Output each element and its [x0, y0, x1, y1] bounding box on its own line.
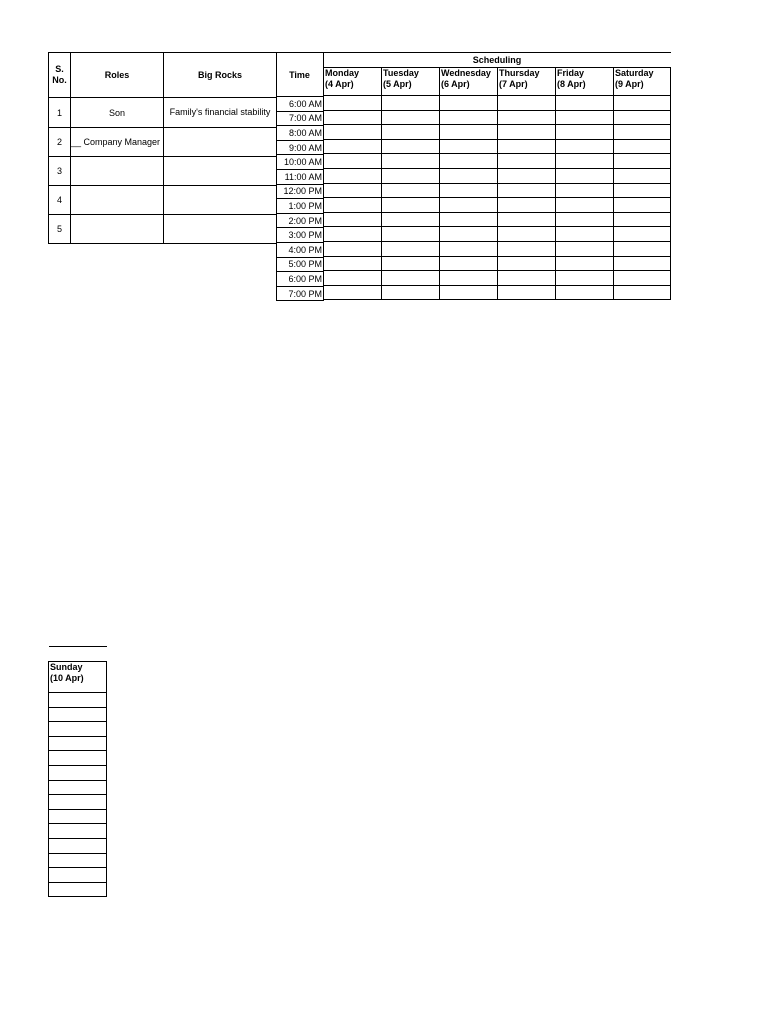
schedule-row [49, 765, 107, 780]
schedule-cell[interactable] [49, 853, 107, 868]
schedule-row [324, 154, 671, 169]
schedule-row [49, 809, 107, 824]
day-header-saturday [614, 68, 671, 96]
schedule-row [324, 227, 671, 242]
schedule-cell[interactable] [382, 212, 440, 227]
schedule-cell[interactable] [382, 227, 440, 242]
schedule-cell[interactable] [49, 809, 107, 824]
day-header-sunday [49, 662, 107, 693]
blank-cell [49, 647, 107, 662]
table-row [49, 186, 277, 215]
day-header-monday [324, 68, 382, 96]
big-rock-cell [164, 128, 277, 157]
schedule-cell[interactable] [498, 285, 556, 300]
schedule-cell[interactable] [382, 168, 440, 183]
day-date: (9 Apr) [615, 79, 644, 89]
schedule-cell[interactable] [498, 227, 556, 242]
time-slot: 7:00 PM [277, 286, 324, 301]
schedule-cell[interactable] [614, 125, 671, 140]
schedule-row [49, 824, 107, 839]
schedule-cell[interactable] [498, 139, 556, 154]
schedule-row [324, 256, 671, 271]
schedule-cell[interactable] [382, 241, 440, 256]
schedule-row [49, 736, 107, 751]
day-name: Wednesday [441, 68, 491, 78]
sno-header: S. No. [49, 53, 71, 98]
schedule-cell[interactable] [556, 227, 614, 242]
time-table [276, 52, 324, 301]
time-slot: 3:00 PM [277, 228, 324, 243]
schedule-cell[interactable] [614, 154, 671, 169]
schedule-cell[interactable] [324, 212, 382, 227]
schedule-cell[interactable] [382, 198, 440, 213]
roles-table [48, 52, 277, 244]
schedule-cell[interactable] [49, 751, 107, 766]
schedule-cell[interactable] [440, 271, 498, 286]
time-slot: 11:00 AM [277, 169, 324, 184]
schedule-row [324, 285, 671, 300]
schedule-row [49, 707, 107, 722]
schedule-cell[interactable] [382, 183, 440, 198]
time-header: Time [277, 53, 324, 97]
big-rocks-header: Big Rocks [164, 53, 277, 98]
schedule-cell[interactable] [382, 125, 440, 140]
schedule-cell[interactable] [324, 256, 382, 271]
day-name: Sunday [50, 662, 83, 672]
day-name: Monday [325, 68, 360, 78]
schedule-row [324, 212, 671, 227]
schedule-cell[interactable] [614, 96, 671, 111]
day-date: (5 Apr) [383, 79, 412, 89]
day-header-wednesday [440, 68, 498, 96]
schedule-cell[interactable] [440, 139, 498, 154]
schedule-cell[interactable] [556, 183, 614, 198]
schedule-cell[interactable] [324, 139, 382, 154]
schedule-cell[interactable] [382, 110, 440, 125]
schedule-cell[interactable] [324, 183, 382, 198]
schedule-cell[interactable] [498, 110, 556, 125]
schedule-cell[interactable] [440, 96, 498, 111]
schedule-row [324, 110, 671, 125]
schedule-row [49, 795, 107, 810]
day-name: Friday [557, 68, 585, 78]
time-slot: 12:00 PM [277, 184, 324, 199]
time-slot: 7:00 AM [277, 111, 324, 126]
day-name: Tuesday [383, 68, 419, 78]
time-slot: 8:00 AM [277, 126, 324, 141]
sno-cell: 4 [49, 186, 71, 215]
schedule-cell[interactable] [324, 285, 382, 300]
schedule-cell[interactable] [556, 256, 614, 271]
schedule-row [49, 722, 107, 737]
day-header-thursday [498, 68, 556, 96]
schedule-row [324, 198, 671, 213]
schedule-cell[interactable] [498, 212, 556, 227]
time-slot: 6:00 PM [277, 272, 324, 287]
schedule-cell[interactable] [324, 125, 382, 140]
table-row [49, 128, 277, 157]
schedule-cell[interactable] [614, 241, 671, 256]
schedule-cell[interactable] [498, 168, 556, 183]
schedule-cell[interactable] [498, 96, 556, 111]
schedule-cell[interactable] [382, 285, 440, 300]
schedule-row [324, 168, 671, 183]
schedule-row [49, 693, 107, 708]
schedule-cell[interactable] [49, 693, 107, 708]
schedule-cell[interactable] [324, 96, 382, 111]
schedule-cell[interactable] [324, 271, 382, 286]
role-cell: Son [71, 98, 164, 128]
schedule-cell[interactable] [498, 256, 556, 271]
schedule-cell[interactable] [49, 780, 107, 795]
schedule-cell[interactable] [382, 154, 440, 169]
schedule-cell[interactable] [556, 271, 614, 286]
schedule-cell[interactable] [498, 125, 556, 140]
schedule-cell[interactable] [382, 271, 440, 286]
schedule-cell[interactable] [614, 256, 671, 271]
day-name: Thursday [499, 68, 540, 78]
schedule-cell[interactable] [440, 110, 498, 125]
schedule-cell[interactable] [556, 212, 614, 227]
schedule-cell[interactable] [556, 96, 614, 111]
schedule-cell[interactable] [556, 154, 614, 169]
schedule-cell[interactable] [614, 183, 671, 198]
big-rock-cell: Family's financial stability [164, 98, 277, 128]
schedule-cell[interactable] [556, 285, 614, 300]
schedule-cell[interactable] [556, 125, 614, 140]
time-slot: 10:00 AM [277, 155, 324, 170]
time-slot: 4:00 PM [277, 242, 324, 257]
schedule-cell[interactable] [49, 824, 107, 839]
schedule-row [324, 271, 671, 286]
table-row [49, 98, 277, 128]
day-header-friday [556, 68, 614, 96]
schedule-cell[interactable] [382, 96, 440, 111]
schedule-cell[interactable] [49, 882, 107, 897]
schedule-cell[interactable] [440, 154, 498, 169]
schedule-cell[interactable] [49, 722, 107, 737]
schedule-cell[interactable] [49, 868, 107, 883]
day-name: Saturday [615, 68, 654, 78]
schedule-cell[interactable] [614, 198, 671, 213]
table-row [49, 215, 277, 244]
big-rock-cell [164, 186, 277, 215]
schedule-cell[interactable] [324, 110, 382, 125]
schedule-cell[interactable] [440, 212, 498, 227]
schedule-row [49, 882, 107, 897]
schedule-cell[interactable] [382, 256, 440, 271]
schedule-cell[interactable] [49, 795, 107, 810]
schedule-cell[interactable] [556, 198, 614, 213]
role-cell [71, 186, 164, 215]
schedule-cell[interactable] [556, 168, 614, 183]
schedule-row [49, 780, 107, 795]
schedule-cell[interactable] [440, 227, 498, 242]
role-cell: __ Company Manager [71, 128, 164, 157]
schedule-cell[interactable] [440, 198, 498, 213]
table-row [49, 157, 277, 186]
schedule-cell[interactable] [556, 241, 614, 256]
role-cell [71, 157, 164, 186]
schedule-cell[interactable] [49, 736, 107, 751]
schedule-cell[interactable] [440, 285, 498, 300]
sno-cell: 3 [49, 157, 71, 186]
schedule-cell[interactable] [614, 271, 671, 286]
role-cell [71, 215, 164, 244]
schedule-row [324, 96, 671, 111]
schedule-cell[interactable] [498, 183, 556, 198]
schedule-cell[interactable] [324, 168, 382, 183]
schedule-slots [324, 96, 671, 300]
schedule-cell[interactable] [324, 154, 382, 169]
schedule-cell[interactable] [324, 198, 382, 213]
time-slot: 6:00 AM [277, 97, 324, 112]
schedule-cell[interactable] [498, 198, 556, 213]
schedule-cell[interactable] [498, 241, 556, 256]
schedule-cell[interactable] [382, 139, 440, 154]
schedule-cell[interactable] [440, 125, 498, 140]
time-slot: 5:00 PM [277, 257, 324, 272]
schedule-cell[interactable] [614, 285, 671, 300]
schedule-row [49, 838, 107, 853]
schedule-cell[interactable] [440, 183, 498, 198]
schedule-cell[interactable] [614, 168, 671, 183]
schedule-row [49, 868, 107, 883]
sunday-table [48, 646, 107, 897]
schedule-cell[interactable] [49, 765, 107, 780]
sno-cell: 1 [49, 98, 71, 128]
schedule-row [49, 751, 107, 766]
scheduling-table [323, 52, 671, 300]
schedule-row [324, 139, 671, 154]
schedule-cell[interactable] [324, 227, 382, 242]
schedule-cell[interactable] [556, 110, 614, 125]
sno-cell: 5 [49, 215, 71, 244]
day-header-tuesday [382, 68, 440, 96]
schedule-cell[interactable] [498, 271, 556, 286]
day-date: (6 Apr) [441, 79, 470, 89]
sunday-slots [49, 693, 107, 897]
time-slot: 1:00 PM [277, 199, 324, 214]
schedule-cell[interactable] [614, 212, 671, 227]
schedule-cell[interactable] [614, 227, 671, 242]
scheduling-title: Scheduling [324, 53, 671, 68]
day-date: (8 Apr) [557, 79, 586, 89]
big-rock-cell [164, 157, 277, 186]
schedule-cell[interactable] [498, 154, 556, 169]
schedule-row [324, 125, 671, 140]
schedule-cell[interactable] [440, 241, 498, 256]
time-slot: 9:00 AM [277, 140, 324, 155]
schedule-row [324, 241, 671, 256]
schedule-cell[interactable] [440, 168, 498, 183]
day-date: (4 Apr) [325, 79, 354, 89]
schedule-cell[interactable] [49, 707, 107, 722]
schedule-cell[interactable] [440, 256, 498, 271]
schedule-cell[interactable] [556, 139, 614, 154]
schedule-cell[interactable] [324, 241, 382, 256]
sno-cell: 2 [49, 128, 71, 157]
day-date: (10 Apr) [50, 673, 84, 683]
time-slot: 2:00 PM [277, 213, 324, 228]
schedule-cell[interactable] [49, 838, 107, 853]
day-date: (7 Apr) [499, 79, 528, 89]
schedule-cell[interactable] [614, 110, 671, 125]
schedule-row [49, 853, 107, 868]
big-rock-cell [164, 215, 277, 244]
schedule-cell[interactable] [614, 139, 671, 154]
schedule-row [324, 183, 671, 198]
roles-header: Roles [71, 53, 164, 98]
